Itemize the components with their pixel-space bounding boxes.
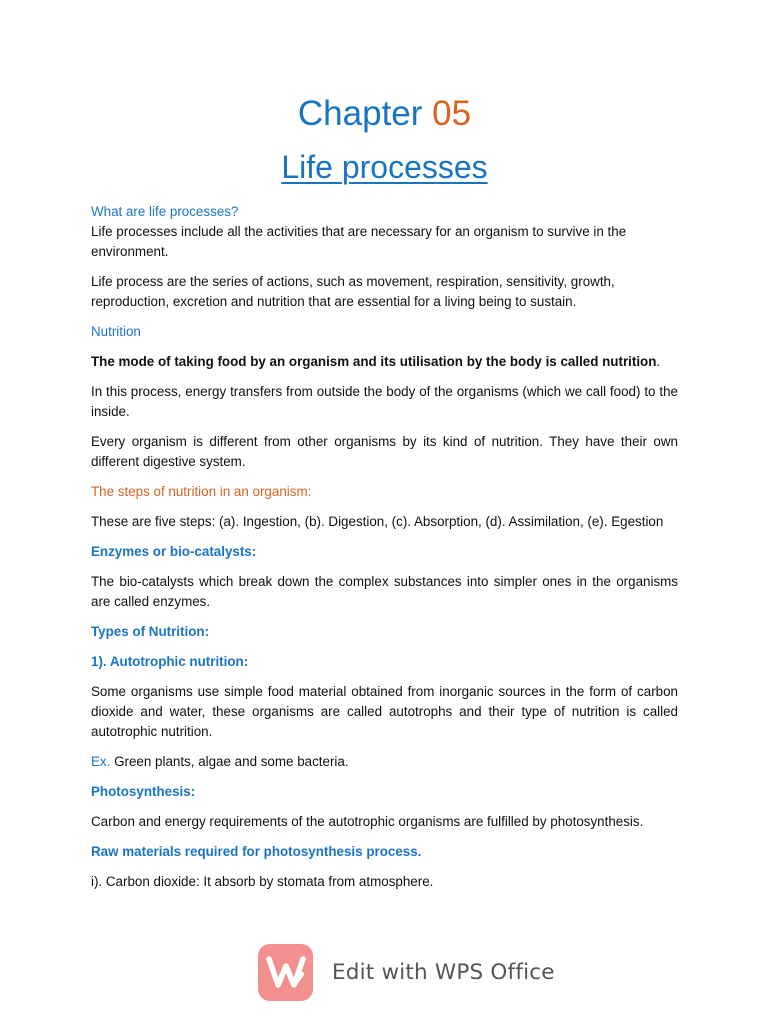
- wps-office-logo-icon[interactable]: [258, 944, 313, 1001]
- section-heading-nutrition: Nutrition: [91, 324, 141, 339]
- definition-text: The mode of taking food by an organism and its utilisation by the body is called nutrition: [91, 354, 657, 369]
- example-label: Ex.: [91, 754, 111, 769]
- paragraph-definition: [91, 352, 678, 372]
- section-heading-autotrophic: 1). Autotrophic nutrition:: [91, 654, 249, 669]
- paragraph: Life process are the series of actions, such as movement, respiration, sensitivity, growth, reproduction, excretion and nutrition that are essential for a living being to sustain.: [91, 274, 615, 309]
- example-text: Green plants, algae and some bacteria.: [110, 754, 349, 769]
- paragraph: Life processes include all the activities that are necessary for an organism to survive in the environment.: [91, 224, 627, 259]
- paragraph: Carbon and energy requirements of the autotrophic organisms are fulfilled by photosynthesis.: [91, 814, 644, 829]
- wps-footer[interactable]: [258, 942, 555, 1002]
- document-body: [91, 202, 678, 892]
- chapter-heading: [91, 90, 678, 138]
- paragraph: Every organism is different from other organisms by its kind of nutrition. They have their own different digestive system.: [91, 434, 678, 469]
- section-heading-steps: The steps of nutrition in an organism:: [91, 484, 312, 499]
- paragraph: In this process, energy transfers from outside the body of the organisms (which we call food) to the inside.: [91, 384, 678, 419]
- document-title: Life processes: [281, 149, 488, 185]
- definition-end: .: [656, 354, 661, 369]
- paragraph: These are five steps: (a). Ingestion, (b). Digestion, (c). Absorption, (d). Assimilation, (e). Egestion: [91, 514, 664, 529]
- paragraph: The bio-catalysts which break down the complex substances into simpler ones in the organisms are called enzymes.: [91, 574, 678, 609]
- paragraph: i). Carbon dioxide: It absorb by stomata from atmosphere.: [91, 874, 434, 889]
- paragraph: Some organisms use simple food material obtained from inorganic sources in the form of carbon dioxide and water, these organisms are called autotrophs and their type of nutrition is called autotrophic nutrition.: [91, 684, 678, 739]
- section-heading-photosynthesis: Photosynthesis:: [91, 784, 196, 799]
- chapter-word: Chapter: [297, 94, 423, 133]
- section-heading-enzymes: Enzymes or bio-catalysts:: [91, 544, 257, 559]
- edit-with-wps-link[interactable]: Edit with WPS Office: [332, 959, 555, 985]
- example-line: [91, 752, 678, 772]
- section-heading-raw-materials: Raw materials required for photosynthesis process.: [91, 844, 422, 859]
- question-heading: What are life processes?: [91, 204, 239, 219]
- section-heading-types: Types of Nutrition:: [91, 624, 210, 639]
- chapter-number: 05: [432, 94, 472, 133]
